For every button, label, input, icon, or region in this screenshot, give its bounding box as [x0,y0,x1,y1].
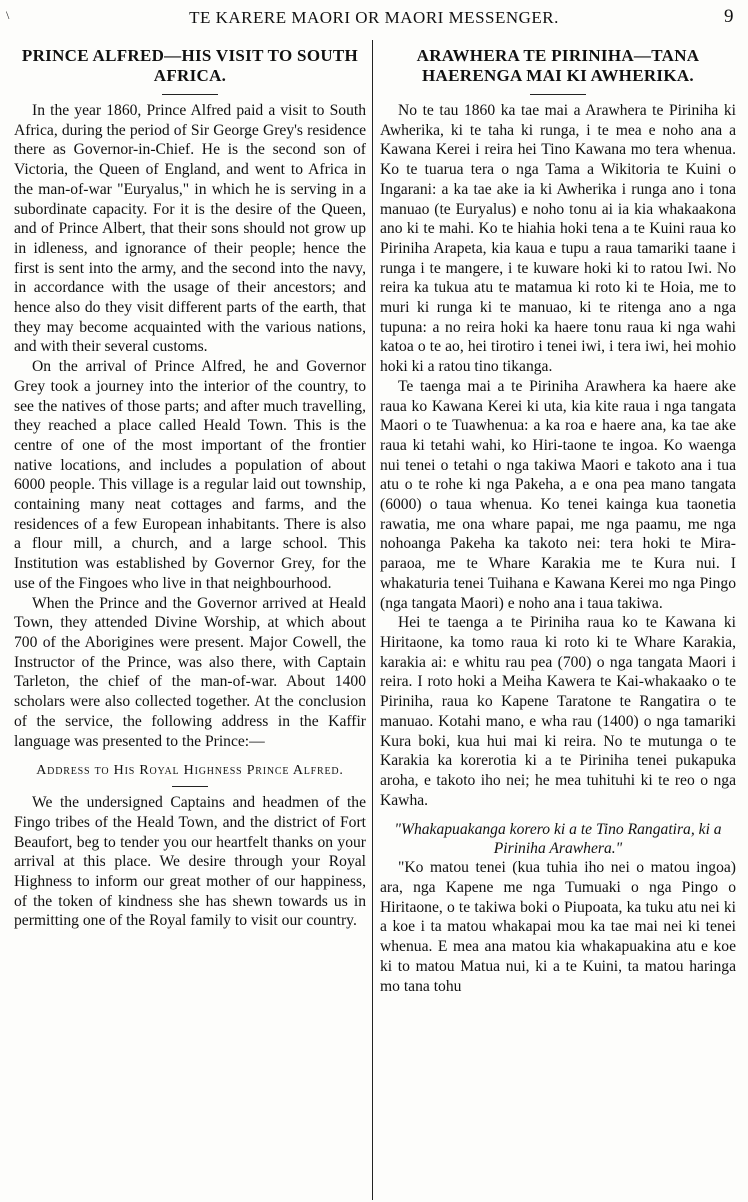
english-paragraph-3: When the Prince and the Governor arrived at Heald Town, they attended Divine Worship, at which about 700 of the Aborigines were present. Major Cowell, the Instructor of the Prince, was also there, with Captain Tarleton, the chief of the man-of-war. About 1400 scholars were also collected together. At the conclusion of the service, the following address in the Kaffir language was presented to the Prince:— [14,594,366,750]
maori-paragraph-3: Hei te taenga a te Piriniha raua ko te Kawana ki Hiritaone, ka tomo raua ki roto ki te Whare Karakia, karakia ai: e whitu rau pea (700) o nga tangata Maori i reira. I roto hoki a Meiha Kawera te Kai-whakaako o te Piriniha, raua ko Kapene Taratone te Rangatira o te manuao. Kotahi mano, e wha rau (1400) o nga tamariki Kura boki, kua hui mai ki reira. No te mutunga o te Karakia ka korerotia ki a te Piriniha tenei pukapuka aroha, e takoto iho nei; he mea tuhituhi ki te reo o nga Kawha. [380,614,736,809]
quote-heading: "Whakapuakanga korero ki a te Tino Rangatira, ki a Piriniha Arawhera." [394,821,722,858]
maori-column [380,42,736,1200]
title-rule [162,94,218,95]
maori-article-title: ARAWHERA TE PIRINIHA—TANA HAERENGA MAI KI AWHERIKA. [416,46,700,85]
maori-paragraph-2: Te taenga mai a te Piriniha Arawhera ka haere ake raua ko Kawana Kerei ki uta, kia kite raua i nga tangata Maori o te Tuawhenua: a ka roa e haere ana, ka tae ake raua ki tetahi wahi, ko Hiri-taone te ingoa. Ko waenga nui tenei o tetahi o nga takiwa Maori e takoto ana i tua atu o te rohe ki nga Pakeha, a e ona pea mano tangata (6000) o taua whenua. Ko tenei kainga kua taonetia rawatia, me ona whare papai, me nga paamu, me nga nohoanga Pakeha ka takoto nei: tera hoki te Mira-paraoa, me te Whare Karakia me te Kura nui. I whakaturia tenei Tuihana e Kawana Kerei mo nga Pingo (nga tangata Maori) e noho ana i taua takiwa. [380,377,736,612]
corner-mark: \ [6,8,10,22]
maori-paragraph-1: No te tau 1860 ka tae mai a Arawhera te Piriniha ki Awherika, ki te taha ki runga, i te mea e noho ana a Kawana Kerei i reira hei Tino Kawana mo tera whenua. Ko te tuarua tera o nga Tama a Wikitoria te Kuini o Ingarani: a ka tae ake ia ki Awherika i runga ano i tona manuao (te Euryalus) e noho tonu ai ia kia whakaakona ano ki te mahi. Ko te hiahia hoki tena a te Kuini raua ko Piriniha Arapeta, kia kaua e tupu a raua tamariki taane i runga i te mangere, i te kuware hoki ki to ratou Iwi. No reira ka tukua atu te matamua ki roto ki te Hoia, me to muri ki runga ki te manuao, ki te ritenga ano a nga tupuna: a no reira hoki ka haere tonu raua ki nga wahi katoa o te ao, hei tirotiro i tenei iwi, i tera iwi, hei mohio hoki ki a ratou tino tikanga. [380,102,736,376]
english-article-title: PRINCE ALFRED—HIS VISIT TO SOUTH AFRICA. [21,46,359,85]
address-heading: Address to His Royal Highness Prince Alfred. [36,763,344,779]
english-paragraph-1: In the year 1860, Prince Alfred paid a visit to South Africa, during the period of Sir George Grey's residence there as Governor-in-Chief. He is the second son of Victoria, the Queen of England, and went to Africa in the man-of-war "Euryalus," in which he is serving in a subordinate capacity. For it is the desire of the Queen, and of Prince Albert, that their sons should not grow up in idleness, and ignorance of their people; hence the first is sent into the army, and the second into the navy, in accordance with the usage of their ancestors; and hence also do they visit different parts of the earth, that they may become acquainted with the various nations, and with their several customs. [14,102,366,356]
column-divider [372,40,373,1200]
title-rule [530,94,586,95]
address-rule [172,786,208,787]
newspaper-title: TE KARERE MAORI OR MAORI MESSENGER. [189,8,559,27]
page-header [0,6,748,32]
english-paragraph-2: On the arrival of Prince Alfred, he and Governor Grey took a journey into the interior of the country, to see the natives of those parts; and after much travelling, they reached a place called Heald Town. This is the centre of one of the most important of the frontier native locations, and includes a population of about 6000 people. This village is a regular laid out township, containing many neat cottages and farms, and the residences of a few European inhabitants. There is also a flour mill, a church, and a large school. This Institution was established by Governor Grey, for the use of the Fingoes who live in that neighbourhood. [14,358,366,592]
quote-paragraph: "Ko matou tenei (kua tuhia iho nei o matou ingoa) ara, nga Kapene me nga Tumuaki o nga Pingo o Hiritaone, o te takiwa boki o Piupoata, ka tuku atu nei ki a koe i ta matou whakapai mou ka tae mai nei ki tenei whenua. E mea ana matou kia whakapuakina atu e koe ki to matou Matua nui, ki a te Kuini, ta matou haringa mo tana tohu [380,859,736,995]
english-column [14,42,366,1200]
page-number: 9 [724,6,734,27]
address-paragraph: We the undersigned Captains and headmen of the Fingo tribes of the Heald Town, and the district of Fort Beaufort, beg to tender you our heartfelt thanks on your arrival at this place. We desire through your Royal Highness to inform our great mother of our happiness, of the token of kindness she has shewn towards us in permitting one of the Royal family to visit our country. [14,794,366,930]
